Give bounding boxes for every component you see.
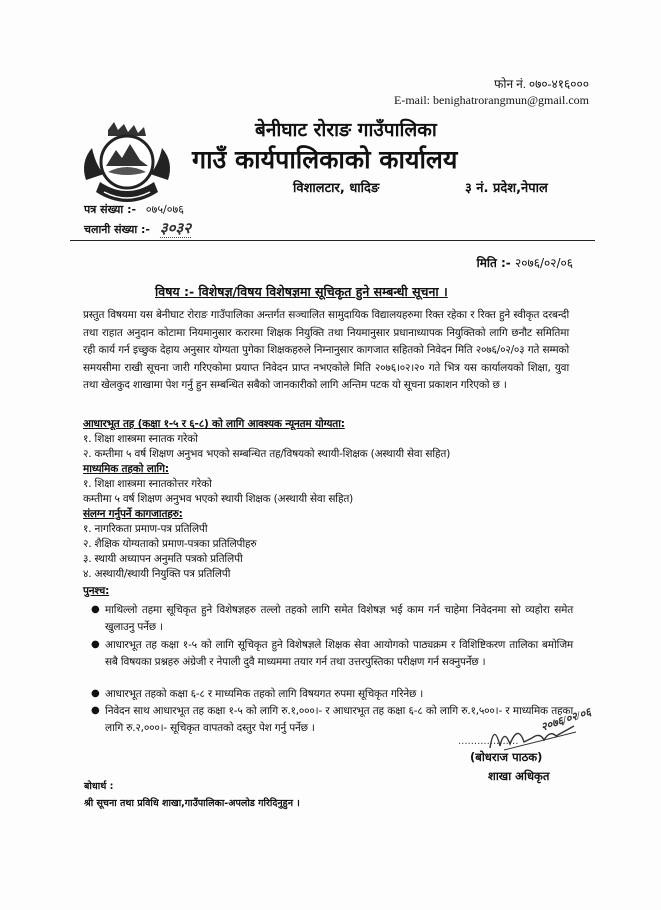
letter-number <box>84 202 184 217</box>
date-label: मिति :- <box>476 256 511 270</box>
list-item: १. शिक्षा शास्त्रमा स्नातकोत्तर गरेको <box>83 478 212 490</box>
list-item: कम्तीमा ५ वर्ष शिक्षण अनुभव भएको स्थायी शिक्षक (अस्थायी सेवा सहित) <box>83 493 354 505</box>
note-text: माथिल्लो तहमा सूचिकृत हुने विशेषज्ञहरु तल्लो तहको लागि समेत विशेषज्ञ भई काम गर्न चाहेमा निवेदनमा सो व्यहोरा समेत खुलाउनु पर्नेछ । <box>105 604 573 633</box>
documents-heading: संलग्न गर्नुपर्ने कागजातहरु: <box>83 508 183 520</box>
list-item: ४. अस्थायी/स्थायी नियुक्ति पत्र प्रतिलिपी <box>83 568 231 580</box>
note-text: आधारभूत तह कक्षा १-५ को लागि सूचिकृत हुने विशेषज्ञले शिक्षक सेवा आयोगको पाठ्यक्रम र विशिष्टिकरण तालिका बमोजिम सबै विषयका प्रश्नहरु अंग्रेजी र नेपाली दुवै माध्यममा तयार गर्न तथा उत्तरपुस्तिका परीक्षण गर्न सक्नुपर्नेछ । <box>105 639 573 668</box>
province-label: ३ नं. प्रदेश,नेपाल <box>465 181 548 196</box>
note-text: आधारभूत तहको कक्षा ६-८ र माध्यमिक तहको लागि विषयगत रुपमा सूचिकृत गरिनेछ । <box>105 688 424 700</box>
subject-heading: विषय :- विशेषज्ञ/विषय विशेषज्ञमा सूचिकृत हुने सम्बन्धी सूचना । <box>155 284 448 299</box>
basic-level-heading: आधारभूत तह (कक्षा १-५ र ६-८) को लागि आवश्यक न्यूनतम योग्यता: <box>83 418 345 430</box>
note-item <box>91 686 573 703</box>
dispatch-number <box>84 218 191 238</box>
list-item: २. शैक्षिक योग्यताको प्रमाण-पत्रका प्रतिलिपीहरु <box>83 538 257 550</box>
email-address: E-mail: benighatrorangmun@gmail.com <box>394 93 589 107</box>
list-item: २. कम्तीमा ५ वर्ष शिक्षण अनुभव भएको सम्बन्धित तह/विषयको स्थायी-शिक्षक (अस्थायी सेवा सहित) <box>83 448 451 460</box>
office-address: विशालटार, धादिङ <box>293 181 380 196</box>
note-item <box>91 602 573 635</box>
secondary-level-heading: माध्यमिक तहको लागि: <box>83 463 169 475</box>
bullet-icon: ● <box>91 639 100 650</box>
signatory-name: (बोधराज पाठक) <box>470 750 543 764</box>
signatory-position: शाखा अधिकृत <box>488 769 550 783</box>
note-text: निवेदन साथ आधारभूत तह कक्षा १-५ को लागि रु.१,०००।- र आधारभूत तह कक्षा ६-८ को लागि रु.१,५००।- र माध्यमिक तहका लागि रु.२,०००।- सूचिकृत वापतको दस्तुर पेश गर्नु पर्नेछ । <box>105 705 573 734</box>
list-item: ३. स्थायी अध्यापन अनुमति पत्रको प्रतिलिपी <box>83 553 243 565</box>
notes-heading: पुनश्च: <box>83 585 110 597</box>
list-item: १. शिक्षा शास्त्रमा स्नातक गरेको <box>83 433 198 445</box>
office-name: बेनीघाट रोराङ गाउँपालिका <box>255 119 437 141</box>
header-divider <box>70 240 595 241</box>
letter-number-label: पत्र संख्या :- <box>84 203 137 216</box>
dispatch-number-value: ३०३२ <box>159 221 192 237</box>
date-value: २०७६/०२/०६ <box>514 256 573 270</box>
cc-recipient: श्री सूचना तथा प्रविधि शाखा,गाउँपालिका-अपलोड गरिदिनुहुन । <box>84 798 300 809</box>
dispatch-number-label: चलानी संख्या :- <box>84 223 150 236</box>
note-item <box>91 637 573 670</box>
notice-date <box>477 254 573 271</box>
office-title: गाउँ कार्यपालिकाको कार्यालय <box>192 145 458 174</box>
signature-dots: ................... <box>458 736 519 747</box>
letter-number-value: ०७५/०७६ <box>145 203 184 216</box>
nepal-government-emblem-icon <box>78 122 176 212</box>
bullet-icon: ● <box>91 705 100 716</box>
body-paragraph: प्रस्तुत विषयमा यस बेनीघाट रोराङ गाउँपालिका अन्तर्गत सञ्चालित सामुदायिक विद्यालयहरुमा रिक्त रहेका र रिक्त हुने स्वीकृत दरबन्दी तथा राहात अनुदान कोटामा नियमानुसार करारमा शिक्षक नियुक्ति तथा नियमानुसार प्रधानाध्यापक नियुक्तिको लागि छनौट समितिमा रही कार्य गर्न इच्छुक देहाय अनुसार योग्यता पुगेका शिक्षकहरुले निम्नानुसार कागजात सहितको निवेदन मिति २०७६/०२/०३ गते सम्मको समयसीमा राखी सूचना जारी गरिएकोमा प्रयाप्त निवेदन प्राप्त नभएकोले मिति २०७६।०२।२० गते भित्र यस कार्यालयको शिक्षा, युवा तथा खेलकुद शाखामा पेश गर्नु हुन सम्बन्धित सबैको जानकारीको लागि अन्तिम पटक यो सूचना प्रकाशन गरिएको छ । <box>83 309 569 391</box>
phone-number: फोन नं. ०७०-४१६००० <box>494 77 589 91</box>
list-item: १. नागरिकता प्रमाण-पत्र प्रतिलिपी <box>83 523 208 535</box>
signature-date: २०७६/०२/०६ <box>539 706 593 734</box>
bullet-icon: ● <box>91 688 100 699</box>
bullet-icon: ● <box>91 604 100 615</box>
cc-label: बोधार्थ : <box>84 781 114 792</box>
